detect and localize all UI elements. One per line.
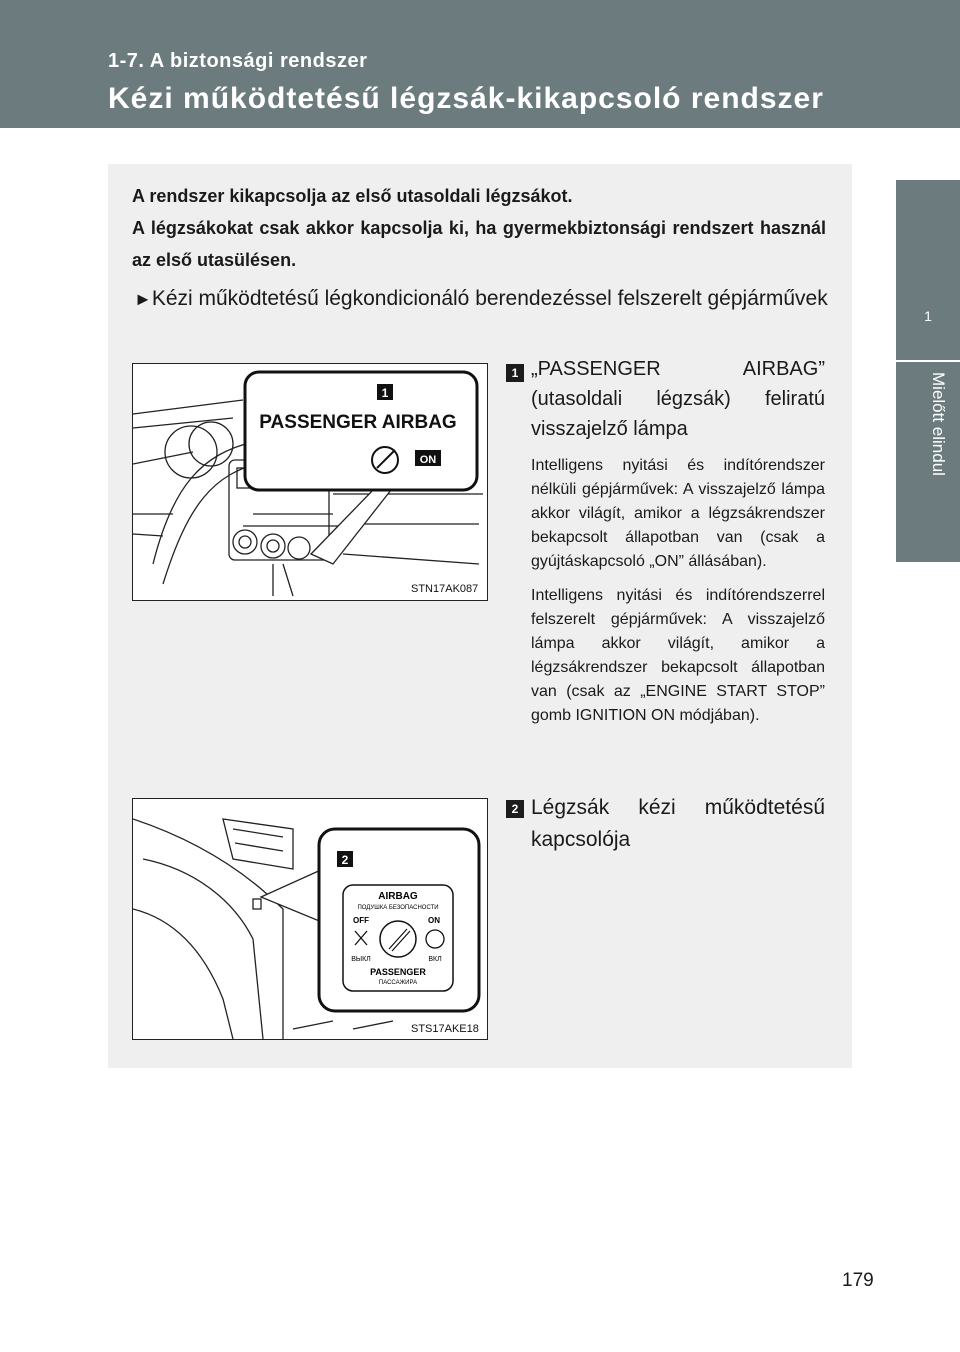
figure-glovebox (132, 798, 488, 1040)
figure2-code: STS17AKE18 (411, 1023, 479, 1035)
switch-on-ru-label: ВКЛ (428, 956, 442, 963)
intro-text (132, 180, 826, 276)
subheading (134, 282, 828, 316)
figure2-marker: 2 (341, 853, 349, 867)
subheading-text: Kézi működtetésű légkondicionáló berendezéssel felszerelt gépjárművek (151, 287, 828, 310)
chapter-label-tab (896, 362, 960, 562)
item1-title: „PASSENGER AIRBAG” (utasoldali légzsák) feliratú visszajelző lámpa (531, 358, 825, 440)
item2-title: Légzsák kézi működtetésű kapcsolója (531, 796, 825, 851)
arrow-icon: ► (134, 289, 152, 309)
item1-paragraph-2: Intelligens nyitási és indítórendszerrel felszerelt gépjárművek: A visszajelző lámpa akkor világít, amikor a légzsákrendszer bekapcsolt állapotban van (csak az „ENGINE START STOP” gomb IGNITION ON módjában). (531, 587, 825, 724)
chapter-label: Mielőtt elindul (929, 372, 948, 476)
switch-top-ru-label: ПОДУШКА БЕЗОПАСНОСТИ (357, 905, 439, 911)
item1-marker: 1 (506, 364, 524, 382)
page-header (0, 0, 960, 128)
chapter-number: 1 (924, 308, 932, 324)
section-title: 1-7. A biztonsági rendszer (108, 50, 368, 72)
glovebox-illustration (133, 799, 487, 1039)
switch-off-label: OFF (353, 916, 369, 925)
item1-body (531, 454, 825, 738)
dashboard-illustration (133, 364, 487, 600)
page-number: 179 (842, 1270, 874, 1291)
indicator-label: PASSENGER AIRBAG (259, 412, 457, 433)
intro-line-1: A rendszer kikapcsolja az első utasoldali légzsákot. (132, 186, 573, 206)
item2-marker: 2 (506, 800, 524, 818)
intro-line-2: A légzsákokat csak akkor kapcsolja ki, ha gyermekbiztonsági rendszert használ az első utasülésen. (132, 218, 826, 270)
page-title: Kézi működtetésű légzsák-kikapcsoló rendszer (108, 82, 824, 115)
figure1-marker: 1 (381, 386, 389, 400)
item1-paragraph-1: Intelligens nyitási és indítórendszer nélküli gépjárművek: A visszajelző lámpa akkor világít, amikor a légzsákrendszer bekapcsolt állapotban van (csak a gyújtáskapcsoló „ON” állásában). (531, 457, 825, 570)
figure-dashboard (132, 363, 488, 601)
figure1-code: STN17AK087 (411, 583, 479, 595)
switch-bottom-label: PASSENGER (370, 967, 426, 977)
switch-bottom-ru-label: ПАССАЖИРА (378, 980, 418, 986)
on-badge: ON (419, 454, 437, 466)
chapter-tab (896, 180, 960, 360)
switch-top-label: AIRBAG (378, 891, 418, 902)
switch-off-ru-label: ВЫКЛ (351, 956, 371, 963)
switch-on-label: ON (428, 916, 440, 925)
